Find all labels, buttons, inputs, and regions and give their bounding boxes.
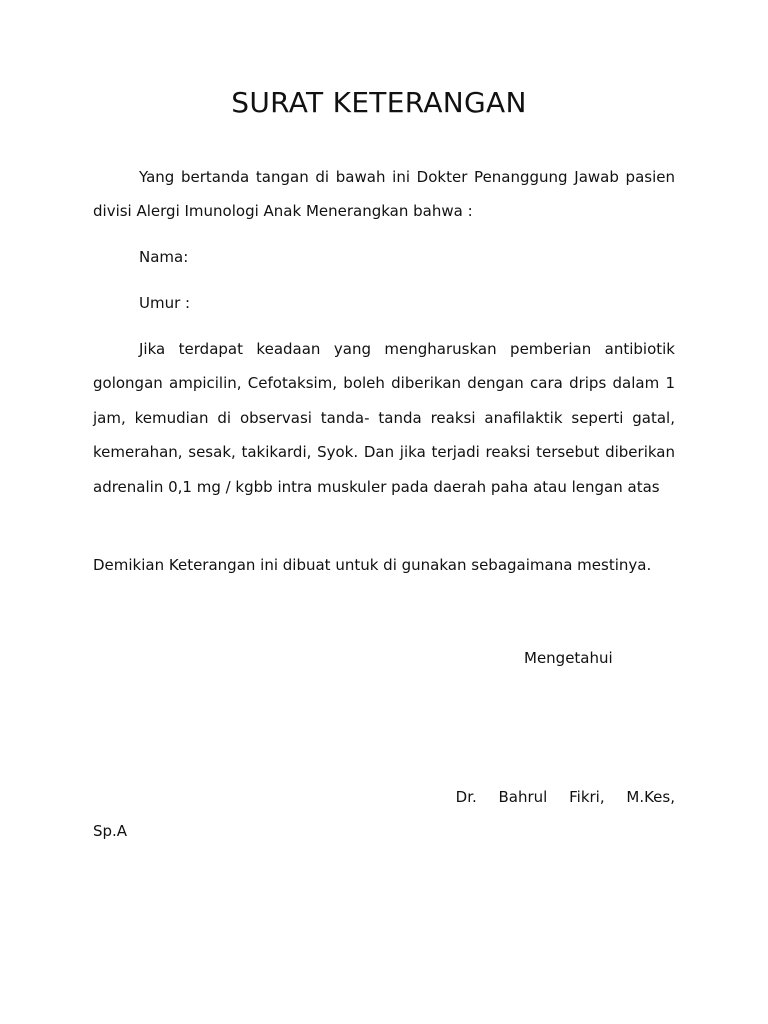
signer-name	[93, 780, 675, 849]
body-paragraph: Jika terdapat keadaan yang mengharuskan pemberian antibiotik golongan ampicilin, Cefotaksim, boleh diberikan dengan cara drips dalam 1 jam, kemudian di observasi tanda- tanda reaksi anafilaktik seperti gatal, kemerahan, sesak, takikardi, Syok. Dan jika terjadi reaksi tersebut diberikan adrenalin 0,1 mg / kgbb intra muskuler pada daerah paha atau lengan atas	[93, 340, 675, 496]
intro-paragraph: Yang bertanda tangan di bawah ini Dokter Penanggung Jawab pasien divisi Alergi Imunologi Anak Menerangkan bahwa :	[93, 168, 675, 221]
signer-name-line1: Dr. Bahrul Fikri, M.Kes,	[455, 788, 675, 806]
signer-name-line2: Sp.A	[93, 822, 128, 841]
closing-statement: Demikian Keterangan ini dibuat untuk di gunakan sebagaimana mestinya.	[93, 556, 652, 574]
umur-field-label: Umur :	[139, 294, 191, 312]
document-title: SURAT KETERANGAN	[231, 86, 527, 119]
acknowledged-label: Mengetahui	[524, 649, 613, 667]
nama-field-label: Nama:	[139, 248, 189, 266]
